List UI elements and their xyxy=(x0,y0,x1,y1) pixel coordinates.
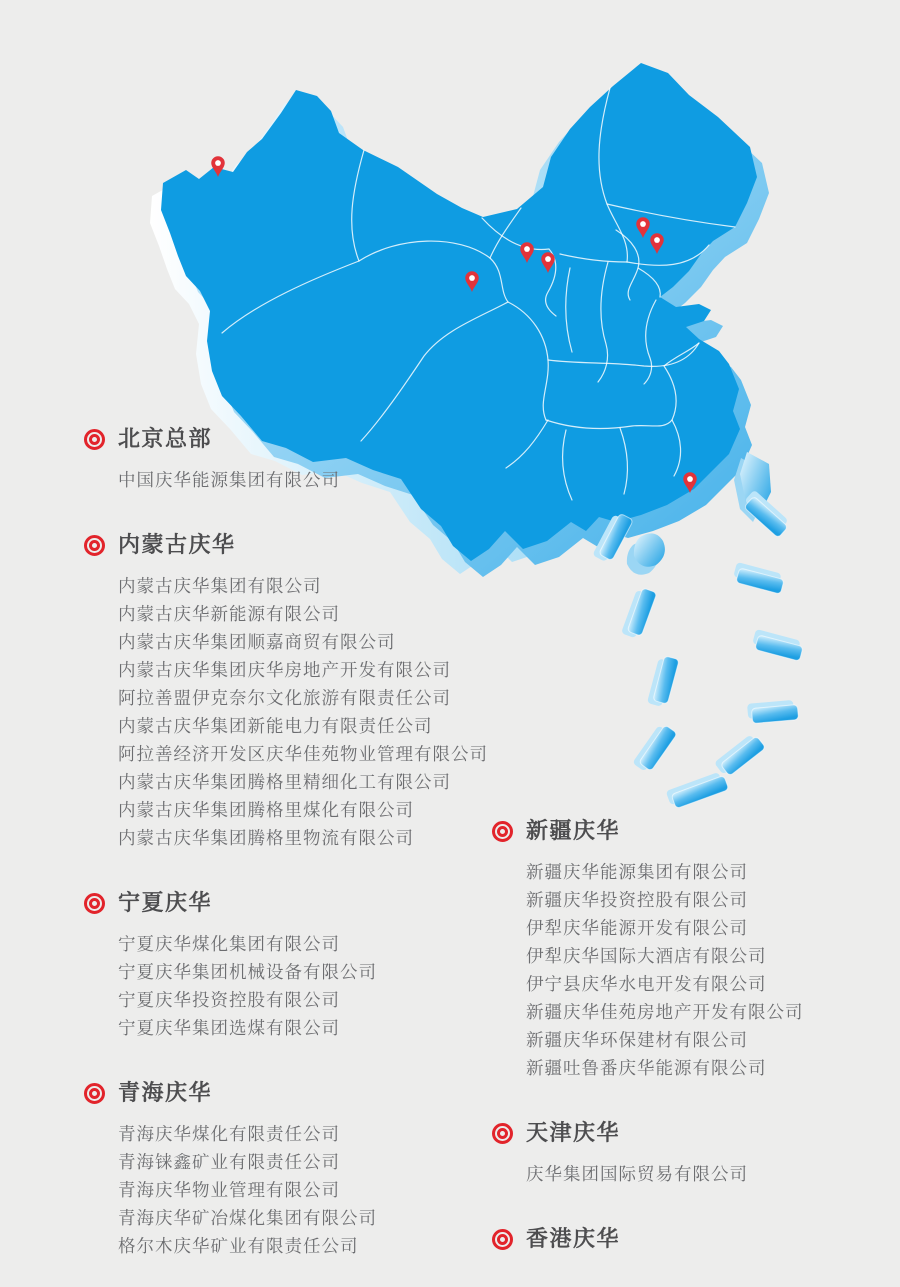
dash-segment xyxy=(666,771,729,810)
company-item: 新疆庆华能源集团有限公司 xyxy=(526,862,748,882)
company-item: 新疆庆华佳苑房地产开发有限公司 xyxy=(526,1002,804,1022)
company-list xyxy=(118,466,340,494)
bullseye-icon-inner xyxy=(89,1088,100,1099)
section-hongkong xyxy=(492,1226,892,1266)
bullseye-icon xyxy=(84,429,105,450)
section-title: 青海庆华 xyxy=(118,1080,213,1105)
section-title: 天津庆华 xyxy=(526,1120,621,1145)
company-item: 庆华集团国际贸易有限公司 xyxy=(526,1164,748,1184)
bullseye-icon xyxy=(84,535,105,556)
bullseye-icon xyxy=(84,1083,105,1104)
company-item: 阿拉善盟伊克奈尔文化旅游有限责任公司 xyxy=(118,688,451,708)
company-item: 宁夏庆华集团选煤有限公司 xyxy=(118,1018,340,1038)
regions-column-left xyxy=(84,426,504,1287)
bullseye-icon-inner xyxy=(497,1234,508,1245)
company-item: 青海庆华煤化有限责任公司 xyxy=(118,1124,340,1144)
company-list xyxy=(118,1120,377,1260)
dash-segment xyxy=(632,722,677,774)
company-item: 宁夏庆华煤化集团有限公司 xyxy=(118,934,340,954)
dash-segment xyxy=(647,655,679,708)
section-beijing xyxy=(84,426,504,494)
bullseye-icon-inner xyxy=(497,1128,508,1139)
company-item: 青海庆华矿冶煤化集团有限公司 xyxy=(118,1208,377,1228)
company-item: 中国庆华能源集团有限公司 xyxy=(118,470,340,490)
company-item: 青海铼鑫矿业有限责任公司 xyxy=(118,1152,340,1172)
section-neimenggu xyxy=(84,532,504,852)
section-qinghai xyxy=(84,1080,504,1260)
section-title: 内蒙古庆华 xyxy=(118,532,236,557)
company-list xyxy=(118,572,488,852)
bullseye-icon xyxy=(492,1123,513,1144)
bullseye-icon-inner xyxy=(89,434,100,445)
company-item: 伊犁庆华国际大酒店有限公司 xyxy=(526,946,767,966)
dash-segment xyxy=(714,732,766,779)
nine-dash-line xyxy=(592,490,804,810)
company-item: 格尔木庆华矿业有限责任公司 xyxy=(118,1236,359,1256)
bullseye-icon-inner xyxy=(497,826,508,837)
company-item: 内蒙古庆华集团腾格里精细化工有限公司 xyxy=(118,772,451,792)
company-item: 内蒙古庆华集团腾格里物流有限公司 xyxy=(118,828,414,848)
company-item: 内蒙古庆华集团新能电力有限责任公司 xyxy=(118,716,433,736)
bullseye-icon xyxy=(84,893,105,914)
section-xinjiang xyxy=(492,818,892,1082)
company-list xyxy=(526,858,804,1082)
section-title: 宁夏庆华 xyxy=(118,890,213,915)
bullseye-icon-inner xyxy=(89,898,100,909)
section-title: 北京总部 xyxy=(118,426,213,451)
company-item: 内蒙古庆华集团庆华房地产开发有限公司 xyxy=(118,660,451,680)
company-item: 内蒙古庆华集团有限公司 xyxy=(118,576,322,596)
company-list xyxy=(526,1160,748,1188)
company-item: 宁夏庆华集团机械设备有限公司 xyxy=(118,962,377,982)
regions-column-right xyxy=(492,818,892,1287)
bullseye-icon-inner xyxy=(89,540,100,551)
section-title: 新疆庆华 xyxy=(526,818,621,843)
company-item: 内蒙古庆华集团腾格里煤化有限公司 xyxy=(118,800,414,820)
dash-segment xyxy=(732,562,785,594)
section-ningxia xyxy=(84,890,504,1042)
dash-segment xyxy=(621,586,657,640)
dash-segment xyxy=(751,629,804,661)
company-item: 宁夏庆华投资控股有限公司 xyxy=(118,990,340,1010)
company-item: 新疆庆华环保建材有限公司 xyxy=(526,1030,748,1050)
company-list xyxy=(118,930,377,1042)
company-item: 伊犁庆华能源开发有限公司 xyxy=(526,918,748,938)
bullseye-icon xyxy=(492,1229,513,1250)
section-title: 香港庆华 xyxy=(526,1226,621,1251)
company-item: 内蒙古庆华新能源有限公司 xyxy=(118,604,340,624)
bullseye-icon xyxy=(492,821,513,842)
company-item: 阿拉善经济开发区庆华佳苑物业管理有限公司 xyxy=(118,744,488,764)
company-item: 伊宁县庆华水电开发有限公司 xyxy=(526,974,767,994)
hainan-island xyxy=(627,533,665,574)
company-item: 新疆吐鲁番庆华能源有限公司 xyxy=(526,1058,767,1078)
company-item: 青海庆华物业管理有限公司 xyxy=(118,1180,340,1200)
company-item: 内蒙古庆华集团顺嘉商贸有限公司 xyxy=(118,632,396,652)
dash-segment xyxy=(747,700,799,724)
company-item: 新疆庆华投资控股有限公司 xyxy=(526,890,748,910)
section-tianjin xyxy=(492,1120,892,1188)
